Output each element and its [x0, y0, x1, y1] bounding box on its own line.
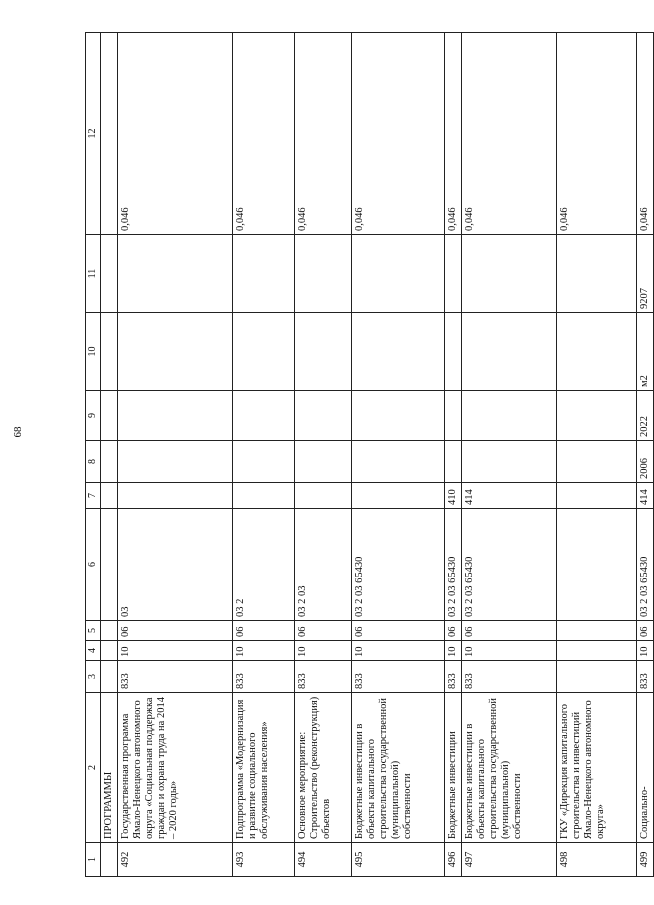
cell-col-7 [294, 483, 351, 509]
cell-col-9 [444, 391, 461, 441]
cell-col-2: Основное мероприятие: Строительство (реконструкция) объектов [294, 693, 351, 843]
cell-col-9 [117, 391, 232, 441]
cell-col-5: 06 [294, 621, 351, 641]
cell-col-3: 833 [461, 661, 556, 693]
cell-col-4: 10 [351, 641, 444, 661]
cell-col-6: 03 2 03 65430 [636, 509, 653, 621]
col-header: 12 [86, 33, 101, 235]
cell-col-12: 0,046 [117, 33, 232, 235]
cell-col-4: 10 [117, 641, 232, 661]
table-row [636, 33, 653, 877]
cell-col-6: 03 2 03 65430 [461, 509, 556, 621]
table-row [556, 33, 636, 877]
cell-col-11 [117, 235, 232, 313]
document-table-rotated [85, 33, 650, 877]
cell-col-7: 410 [444, 483, 461, 509]
table-row [232, 33, 294, 877]
cell-col-11 [556, 235, 636, 313]
cell-col-9 [232, 391, 294, 441]
cell-col-9: 2022 [636, 391, 653, 441]
cell-col-1: 492 [117, 843, 232, 877]
table-row [461, 33, 556, 877]
cell-col-6: 03 2 03 65430 [444, 509, 461, 621]
cell-col-3: 833 [351, 661, 444, 693]
cell-col-1: 497 [461, 843, 556, 877]
cell-col-6: 03 2 03 65430 [351, 509, 444, 621]
cell-col-8 [294, 441, 351, 483]
col-header: 3 [86, 661, 101, 693]
cell-col-12: 0,046 [351, 33, 444, 235]
cell-col-7 [232, 483, 294, 509]
cell-col-8 [461, 441, 556, 483]
cell-col-10 [294, 313, 351, 391]
cell-col-8 [556, 441, 636, 483]
cell-col-4: 10 [636, 641, 653, 661]
cell-col-8 [232, 441, 294, 483]
cell-col-5: 06 [444, 621, 461, 641]
cell-col-1: 499 [636, 843, 653, 877]
cell-col-11 [351, 235, 444, 313]
table-row [444, 33, 461, 877]
section-row [100, 33, 117, 877]
cell-col-4 [556, 641, 636, 661]
table-row [294, 33, 351, 877]
cell-col-12: 0,046 [461, 33, 556, 235]
cell-col-4: 10 [461, 641, 556, 661]
cell-col-5 [556, 621, 636, 641]
cell-col-10 [461, 313, 556, 391]
cell-col-1: 494 [294, 843, 351, 877]
cell-col-7: 414 [636, 483, 653, 509]
cell-col-11 [232, 235, 294, 313]
header-row [86, 33, 101, 877]
cell-col-2: Подпрограмма «Модернизация и развитие социального обслуживания населения» [232, 693, 294, 843]
col-header: 11 [86, 235, 101, 313]
cell-col-12: 0,046 [444, 33, 461, 235]
table-row [351, 33, 444, 877]
cell-col-11 [461, 235, 556, 313]
cell-col-3: 833 [117, 661, 232, 693]
cell-col-8 [444, 441, 461, 483]
cell-col-5: 06 [636, 621, 653, 641]
cell-col-6 [556, 509, 636, 621]
cell-col-1: 496 [444, 843, 461, 877]
cell-col-4: 10 [294, 641, 351, 661]
col-header: 7 [86, 483, 101, 509]
cell-col-12: 0,046 [636, 33, 653, 235]
col-header: 1 [86, 843, 101, 877]
cell-col-1: 498 [556, 843, 636, 877]
cell-col-7: 414 [461, 483, 556, 509]
cell-col-12: 0,046 [232, 33, 294, 235]
cell-col-9 [556, 391, 636, 441]
cell-col-7 [556, 483, 636, 509]
cell-col-1: 495 [351, 843, 444, 877]
cell-col-11 [444, 235, 461, 313]
cell-col-3: 833 [636, 661, 653, 693]
cell-col-6: 03 2 03 [294, 509, 351, 621]
cell-col-3: 833 [294, 661, 351, 693]
cell-col-6: 03 2 [232, 509, 294, 621]
page-number: 68 [12, 426, 24, 438]
table-row [117, 33, 232, 877]
col-header: 6 [86, 509, 101, 621]
cell-col-12: 0,046 [556, 33, 636, 235]
cell-col-2: Бюджетные инвестиции в объекты капитального строительства государственной (муниципальной) собственности [351, 693, 444, 843]
cell-col-9 [461, 391, 556, 441]
cell-col-10: м2 [636, 313, 653, 391]
cell-col-3: 833 [232, 661, 294, 693]
cell-col-8: 2006 [636, 441, 653, 483]
col-header: 9 [86, 391, 101, 441]
col-header: 2 [86, 693, 101, 843]
cell-col-10 [232, 313, 294, 391]
cell-col-6: 03 [117, 509, 232, 621]
cell-col-2: ГКУ «Дирекция капитального строительства и инвестиций Ямало-Ненецкого автономного округа» [556, 693, 636, 843]
cell-col-2: Социально- [636, 693, 653, 843]
cell-col-10 [556, 313, 636, 391]
cell-col-12: 0,046 [294, 33, 351, 235]
col-header: 5 [86, 621, 101, 641]
cell-col-2: Бюджетные инвестиции в объекты капитального строительства государственной (муниципальной) собственности [461, 693, 556, 843]
cell-col-9 [351, 391, 444, 441]
cell-col-3: 833 [444, 661, 461, 693]
cell-col-5: 06 [117, 621, 232, 641]
cell-col-8 [117, 441, 232, 483]
cell-col-11 [294, 235, 351, 313]
cell-col-5: 06 [232, 621, 294, 641]
cell-col-5: 06 [351, 621, 444, 641]
cell-col-1: 493 [232, 843, 294, 877]
col-header: 4 [86, 641, 101, 661]
cell-col-7 [351, 483, 444, 509]
cell-col-2: Бюджетные инвестиции [444, 693, 461, 843]
cell-col-3 [556, 661, 636, 693]
col-header: 8 [86, 441, 101, 483]
section-label: ПРОГРАММЫ [100, 693, 117, 843]
cell-col-4: 10 [444, 641, 461, 661]
cell-col-5: 06 [461, 621, 556, 641]
cell-col-11: 9207 [636, 235, 653, 313]
cell-col-2: Государственная программа Ямало-Ненецкого автономного округа «Социальная поддержка граждан и охрана труда на 2014 – 2020 годы» [117, 693, 232, 843]
cell-col-10 [351, 313, 444, 391]
cell-col-10 [117, 313, 232, 391]
cell-col-4: 10 [232, 641, 294, 661]
cell-col-9 [294, 391, 351, 441]
budget-table [85, 32, 654, 877]
cell-col-8 [351, 441, 444, 483]
cell-col-10 [444, 313, 461, 391]
col-header: 10 [86, 313, 101, 391]
cell-col-7 [117, 483, 232, 509]
